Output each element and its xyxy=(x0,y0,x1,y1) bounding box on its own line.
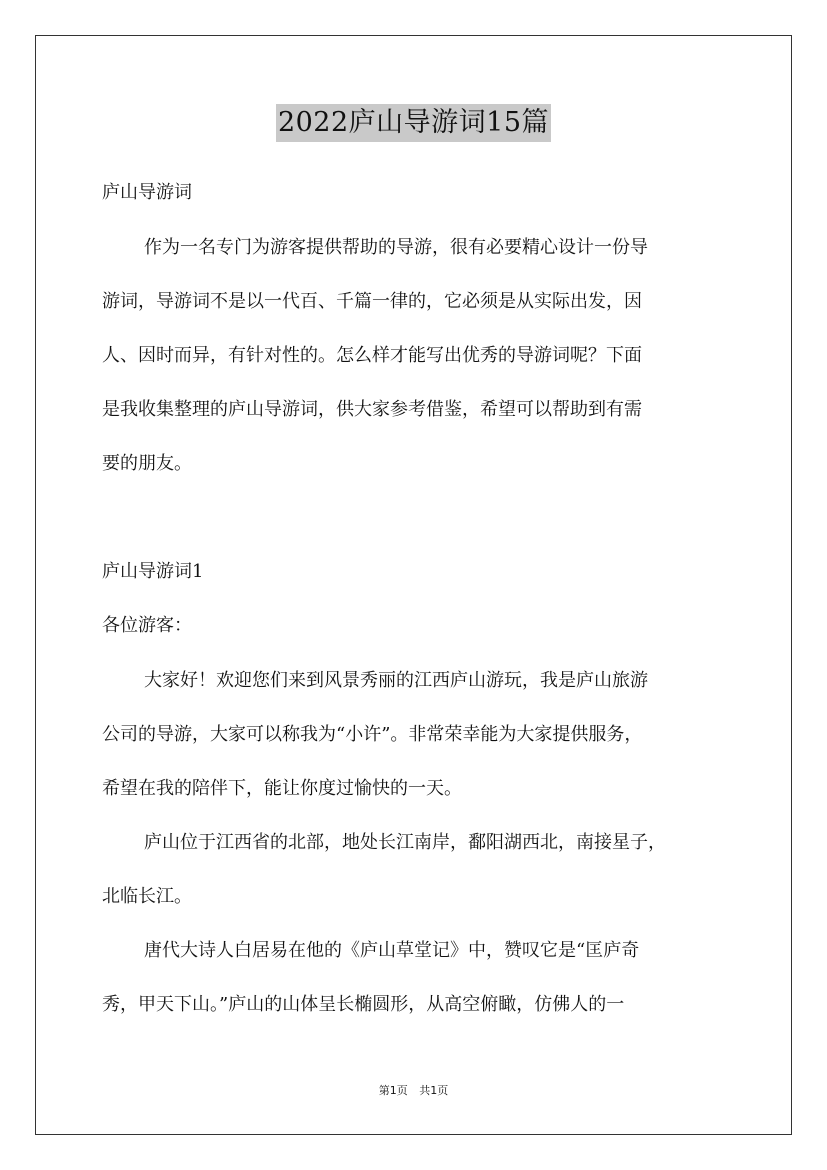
paragraph-line: 秀，甲天下山。”庐山的山体呈长椭圆形，从高空俯瞰，仿佛人的一 xyxy=(102,994,625,1015)
title-container xyxy=(0,104,827,142)
document-title: 2022庐山导游词15篇 xyxy=(276,104,551,142)
page-total: 共1页 xyxy=(419,1084,449,1097)
paragraph-line: 北临长江。 xyxy=(102,886,192,907)
paragraph-line: 希望在我的陪伴下，能让你度过愉快的一天。 xyxy=(102,778,462,799)
paragraph-line: 要的朋友。 xyxy=(102,453,192,474)
paragraph-line: 是我收集整理的庐山导游词，供大家参考借鉴，希望可以帮助到有需 xyxy=(102,399,642,420)
page-number: 第1页 xyxy=(378,1084,408,1097)
section-heading: 庐山导游词 xyxy=(102,182,192,203)
paragraph-line: 作为一名专门为游客提供帮助的导游，很有必要精心设计一份导 xyxy=(144,237,648,258)
paragraph-line: 人、因时而异，有针对性的。怎么样才能写出优秀的导游词呢？下面 xyxy=(102,345,642,366)
section-heading: 庐山导游词1 xyxy=(102,561,204,582)
paragraph-line: 大家好！欢迎您们来到风景秀丽的江西庐山游玩，我是庐山旅游 xyxy=(144,670,648,691)
paragraph-line: 庐山位于江西省的北部，地处长江南岸，鄱阳湖西北，南接星子， xyxy=(144,832,666,853)
greeting-line: 各位游客： xyxy=(102,615,192,636)
paragraph-line: 唐代大诗人白居易在他的《庐山草堂记》中，赞叹它是“匡庐奇 xyxy=(144,940,640,961)
page-footer xyxy=(0,1082,827,1098)
paragraph-line: 游词，导游词不是以一代百、千篇一律的，它必须是从实际出发，因 xyxy=(102,291,642,312)
paragraph-line: 公司的导游，大家可以称我为“小许”。非常荣幸能为大家提供服务， xyxy=(102,724,643,745)
